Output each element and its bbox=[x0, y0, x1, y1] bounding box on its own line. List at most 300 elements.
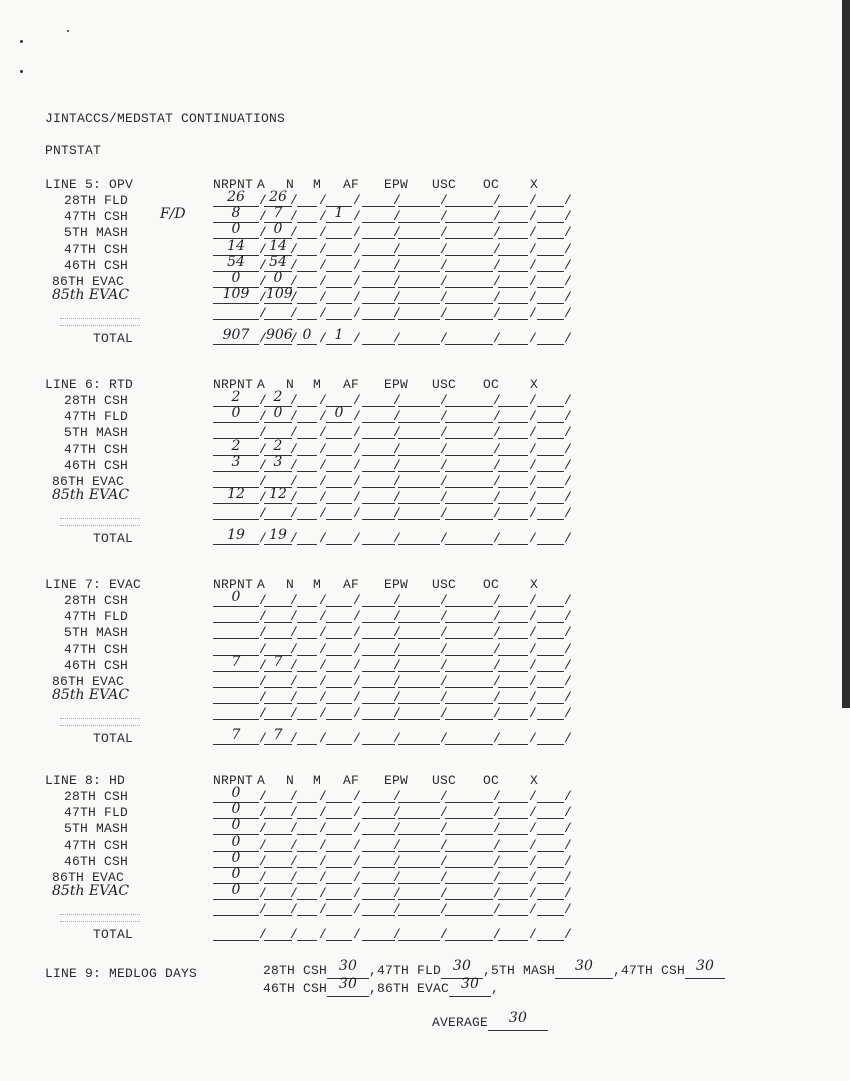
fill-blank bbox=[264, 671, 292, 672]
unit-name: 86TH EVAC bbox=[52, 474, 125, 489]
fill-blank bbox=[326, 802, 352, 803]
fill-blank bbox=[398, 503, 440, 504]
handwritten-value: 2 bbox=[231, 389, 241, 405]
slash-separator: / bbox=[353, 837, 362, 853]
average-value: 30 bbox=[508, 1010, 528, 1026]
fill-blank bbox=[362, 544, 395, 545]
fill-blank bbox=[498, 422, 528, 423]
fill-blank bbox=[445, 834, 493, 835]
slash-separator: / bbox=[259, 837, 268, 853]
slash-separator: / bbox=[564, 274, 573, 289]
fill-blank bbox=[362, 255, 395, 256]
slash-separator: / bbox=[259, 593, 268, 608]
fill-blank bbox=[297, 422, 317, 423]
slash-separator: / bbox=[529, 409, 538, 425]
fill-blank bbox=[498, 255, 528, 256]
fill-blank bbox=[398, 655, 440, 656]
slash-separator: / bbox=[564, 457, 573, 473]
fill-blank bbox=[498, 519, 528, 520]
fill-blank bbox=[213, 319, 259, 320]
unit-name: 47TH FLD bbox=[64, 409, 129, 425]
slash-separator: / bbox=[259, 625, 268, 641]
fill-blank bbox=[264, 503, 292, 504]
fill-blank bbox=[537, 303, 564, 304]
handwritten-unit: 85th EVAC bbox=[52, 287, 130, 304]
slash-separator: / bbox=[529, 474, 538, 489]
fill-blank bbox=[445, 503, 493, 504]
unit-name: 5TH MASH bbox=[64, 625, 129, 641]
medlog-unit: ,47TH FLD bbox=[369, 963, 442, 978]
unit-name: 47TH CSH bbox=[64, 241, 129, 257]
column-header: OC bbox=[483, 177, 500, 192]
fill-blank bbox=[297, 622, 317, 623]
slash-separator: / bbox=[493, 593, 502, 608]
slash-separator: / bbox=[564, 193, 573, 208]
fill-blank bbox=[537, 719, 564, 720]
slash-separator: / bbox=[440, 690, 449, 706]
fill-blank bbox=[326, 834, 352, 835]
fill-blank bbox=[264, 883, 292, 884]
slash-separator: / bbox=[493, 609, 502, 625]
unit-name: 5TH MASH bbox=[64, 425, 129, 441]
slash-separator: / bbox=[290, 506, 299, 522]
table-row bbox=[0, 205, 850, 225]
fill-blank bbox=[297, 455, 317, 456]
handwritten-value: 54 bbox=[269, 253, 287, 270]
fill-blank bbox=[362, 638, 395, 639]
handwritten-unit: 85th EVAC bbox=[52, 687, 130, 704]
fill-blank bbox=[445, 455, 493, 456]
slash-separator: / bbox=[319, 886, 328, 902]
medlog-blank bbox=[685, 958, 725, 979]
slash-separator: / bbox=[353, 674, 362, 689]
slash-separator: / bbox=[259, 490, 268, 506]
medlog-unit: ,5TH MASH bbox=[483, 963, 556, 978]
section-label: LINE 6: RTD bbox=[45, 377, 134, 392]
slash-separator: / bbox=[493, 837, 502, 853]
column-header: EPW bbox=[384, 177, 409, 192]
slash-separator: / bbox=[493, 409, 502, 425]
slash-separator: / bbox=[393, 657, 402, 673]
fill-blank bbox=[398, 406, 440, 407]
fill-blank bbox=[362, 719, 395, 720]
blank-unit-line bbox=[60, 914, 140, 915]
slash-separator: / bbox=[353, 593, 362, 608]
fill-blank bbox=[498, 238, 528, 239]
fill-blank bbox=[362, 206, 395, 207]
slash-separator: / bbox=[440, 425, 449, 441]
fill-blank bbox=[445, 222, 493, 223]
slash-separator: / bbox=[393, 837, 402, 853]
unit-name: 46TH CSH bbox=[64, 853, 129, 869]
fill-blank bbox=[362, 303, 395, 304]
slash-separator: / bbox=[290, 490, 299, 506]
slash-separator: / bbox=[440, 609, 449, 625]
fill-blank bbox=[213, 638, 259, 639]
handwritten-value: 12 bbox=[269, 486, 287, 503]
fill-blank bbox=[326, 655, 352, 656]
slash-separator: / bbox=[440, 789, 449, 804]
fill-blank bbox=[537, 503, 564, 504]
slash-separator: / bbox=[529, 593, 538, 608]
slash-separator: / bbox=[353, 193, 362, 208]
slash-separator: / bbox=[564, 474, 573, 489]
slash-separator: / bbox=[290, 706, 299, 722]
medlog-trailing-comma: , bbox=[491, 981, 500, 996]
slash-separator: / bbox=[259, 805, 268, 821]
table-row bbox=[0, 405, 850, 425]
slash-separator: / bbox=[493, 274, 502, 289]
fill-blank bbox=[362, 271, 395, 272]
fill-blank bbox=[213, 303, 259, 304]
slash-separator: / bbox=[290, 690, 299, 706]
slash-separator: / bbox=[393, 225, 402, 241]
fill-blank bbox=[498, 406, 528, 407]
slash-separator: / bbox=[393, 902, 402, 918]
total-value: 19 bbox=[227, 526, 245, 543]
fill-blank bbox=[362, 818, 395, 819]
slash-separator: / bbox=[259, 609, 268, 625]
slash-separator: / bbox=[393, 805, 402, 821]
table-row bbox=[0, 817, 850, 837]
handwritten-value: 0 bbox=[231, 589, 241, 605]
slash-separator: / bbox=[529, 209, 538, 225]
slash-separator: / bbox=[290, 530, 299, 546]
slash-separator: / bbox=[319, 730, 328, 746]
slash-separator: / bbox=[440, 837, 449, 853]
slash-separator: / bbox=[319, 530, 328, 546]
fill-blank bbox=[213, 940, 259, 941]
fill-blank bbox=[297, 655, 317, 656]
fill-blank bbox=[326, 851, 352, 852]
column-header: USC bbox=[432, 177, 457, 192]
fill-blank bbox=[445, 867, 493, 868]
slash-separator: / bbox=[353, 690, 362, 706]
slash-separator: / bbox=[529, 330, 538, 346]
fill-blank bbox=[297, 319, 317, 320]
slash-separator: / bbox=[393, 674, 402, 689]
column-header: AF bbox=[343, 577, 360, 592]
slash-separator: / bbox=[529, 441, 538, 457]
medlog-unit: ,86TH EVAC bbox=[369, 981, 450, 996]
slash-separator: / bbox=[319, 409, 328, 425]
fill-blank bbox=[362, 744, 395, 745]
slash-separator: / bbox=[529, 690, 538, 706]
total-value: 1 bbox=[334, 326, 344, 343]
table-row bbox=[0, 785, 850, 805]
fill-blank bbox=[498, 915, 528, 916]
slash-separator: / bbox=[259, 506, 268, 522]
slash-separator: / bbox=[319, 193, 328, 208]
slash-separator: / bbox=[393, 641, 402, 657]
fill-blank bbox=[498, 438, 528, 439]
slash-separator: / bbox=[440, 474, 449, 489]
fill-blank bbox=[326, 455, 352, 456]
fill-blank bbox=[213, 915, 259, 916]
medlog-unit: ,47TH CSH bbox=[613, 963, 686, 978]
total-label: TOTAL bbox=[93, 730, 134, 746]
fill-blank bbox=[362, 915, 395, 916]
column-header: N bbox=[286, 577, 295, 592]
slash-separator: / bbox=[440, 886, 449, 902]
slash-separator: / bbox=[440, 657, 449, 673]
slash-separator: / bbox=[529, 789, 538, 804]
slash-separator: / bbox=[393, 274, 402, 289]
slash-separator: / bbox=[493, 506, 502, 522]
slash-separator: / bbox=[393, 457, 402, 473]
fill-blank bbox=[498, 344, 528, 345]
fill-blank bbox=[398, 851, 440, 852]
slash-separator: / bbox=[393, 409, 402, 425]
slash-separator: / bbox=[319, 330, 328, 346]
handwritten-value: 0 bbox=[231, 882, 241, 899]
slash-separator: / bbox=[319, 274, 328, 289]
fill-blank bbox=[297, 818, 317, 819]
column-header: AF bbox=[343, 177, 360, 192]
average-label: AVERAGE bbox=[432, 1015, 489, 1030]
unit-name: 5TH MASH bbox=[64, 821, 129, 837]
slash-separator: / bbox=[493, 730, 502, 746]
fill-blank bbox=[264, 319, 292, 320]
fill-blank bbox=[297, 915, 317, 916]
fill-blank bbox=[445, 287, 493, 288]
slash-separator: / bbox=[259, 730, 268, 746]
handwritten-value: 0 bbox=[231, 866, 241, 882]
unit-name: 28TH CSH bbox=[64, 393, 129, 408]
fill-blank bbox=[213, 544, 259, 545]
fill-blank bbox=[498, 867, 528, 868]
page-title: JINTACCS/MEDSTAT CONTINUATIONS bbox=[45, 111, 286, 126]
slash-separator: / bbox=[564, 409, 573, 425]
slash-separator: / bbox=[440, 625, 449, 641]
slash-separator: / bbox=[290, 441, 299, 457]
slash-separator: / bbox=[440, 490, 449, 506]
slash-separator: / bbox=[440, 241, 449, 257]
fill-blank bbox=[297, 719, 317, 720]
fill-blank bbox=[498, 834, 528, 835]
handwritten-value: 0 bbox=[273, 405, 283, 422]
fill-blank bbox=[398, 519, 440, 520]
slash-separator: / bbox=[290, 902, 299, 918]
handwritten-value: 7 bbox=[273, 653, 283, 670]
slash-separator: / bbox=[529, 193, 538, 208]
fill-blank bbox=[498, 487, 528, 488]
slash-separator: / bbox=[440, 805, 449, 821]
slash-separator: / bbox=[259, 902, 268, 918]
fill-blank bbox=[326, 471, 352, 472]
slash-separator: / bbox=[529, 730, 538, 746]
fill-blank bbox=[297, 883, 317, 884]
fill-blank bbox=[537, 222, 564, 223]
slash-separator: / bbox=[393, 330, 402, 346]
slash-separator: / bbox=[353, 853, 362, 869]
slash-separator: / bbox=[353, 409, 362, 425]
slash-separator: / bbox=[493, 821, 502, 837]
fill-blank bbox=[326, 867, 352, 868]
column-header: M bbox=[313, 577, 322, 592]
fill-blank bbox=[362, 319, 395, 320]
fill-blank bbox=[445, 655, 493, 656]
handwritten-value: 109 bbox=[222, 286, 250, 303]
fill-blank bbox=[498, 222, 528, 223]
fill-blank bbox=[537, 487, 564, 488]
table-row bbox=[0, 221, 850, 241]
fill-blank bbox=[264, 899, 292, 900]
fill-blank bbox=[537, 851, 564, 852]
total-row bbox=[0, 326, 850, 347]
table-row bbox=[0, 306, 850, 322]
handwritten-value: 14 bbox=[269, 237, 287, 254]
slash-separator: / bbox=[440, 821, 449, 837]
slash-separator: / bbox=[259, 674, 268, 689]
fill-blank bbox=[264, 471, 292, 472]
slash-separator: / bbox=[493, 805, 502, 821]
table-row bbox=[0, 506, 850, 522]
unit-name: 47TH CSH bbox=[64, 837, 129, 853]
fill-blank bbox=[537, 471, 564, 472]
fill-blank bbox=[297, 519, 317, 520]
slash-separator: / bbox=[259, 241, 268, 257]
blank-unit-line bbox=[60, 718, 140, 719]
fill-blank bbox=[326, 744, 352, 745]
fill-blank bbox=[362, 519, 395, 520]
slash-separator: / bbox=[493, 330, 502, 346]
slash-separator: / bbox=[290, 274, 299, 289]
average-blank bbox=[488, 1010, 548, 1031]
fill-blank bbox=[398, 438, 440, 439]
fill-blank bbox=[398, 883, 440, 884]
slash-separator: / bbox=[290, 926, 299, 942]
fill-blank bbox=[398, 238, 440, 239]
fill-blank bbox=[326, 671, 352, 672]
slash-separator: / bbox=[564, 730, 573, 746]
slash-separator: / bbox=[319, 674, 328, 689]
slash-separator: / bbox=[319, 641, 328, 657]
slash-separator: / bbox=[259, 425, 268, 441]
slash-separator: / bbox=[493, 641, 502, 657]
fill-blank bbox=[398, 719, 440, 720]
slash-separator: / bbox=[529, 926, 538, 942]
fill-blank bbox=[398, 622, 440, 623]
fill-blank bbox=[362, 867, 395, 868]
column-header: N bbox=[286, 177, 295, 192]
fill-blank bbox=[326, 622, 352, 623]
slash-separator: / bbox=[319, 625, 328, 641]
handwritten-value: 7 bbox=[273, 205, 283, 222]
fill-blank bbox=[398, 344, 440, 345]
table-row bbox=[0, 653, 850, 674]
fill-blank bbox=[297, 802, 317, 803]
slash-separator: / bbox=[393, 474, 402, 489]
slash-separator: / bbox=[393, 821, 402, 837]
slash-separator: / bbox=[493, 225, 502, 241]
slash-separator: / bbox=[353, 290, 362, 306]
slash-separator: / bbox=[529, 853, 538, 869]
unit-name: 5TH MASH bbox=[64, 225, 129, 241]
slash-separator: / bbox=[440, 641, 449, 657]
fill-blank bbox=[213, 503, 259, 504]
fill-blank bbox=[362, 622, 395, 623]
scan-speck bbox=[20, 70, 23, 73]
column-header: OC bbox=[483, 577, 500, 592]
handwritten-unit: 85th EVAC bbox=[52, 883, 130, 900]
slash-separator: / bbox=[493, 290, 502, 306]
fill-blank bbox=[445, 206, 493, 207]
column-header: NRPNT bbox=[213, 773, 254, 788]
unit-name: 47TH FLD bbox=[64, 609, 129, 625]
column-header: M bbox=[313, 177, 322, 192]
slash-separator: / bbox=[290, 393, 299, 408]
total-label: TOTAL bbox=[93, 330, 134, 346]
slash-separator: / bbox=[564, 306, 573, 322]
fill-blank bbox=[362, 655, 395, 656]
fill-blank bbox=[297, 238, 317, 239]
slash-separator: / bbox=[290, 457, 299, 473]
handwritten-value: 2 bbox=[273, 437, 283, 454]
slash-separator: / bbox=[564, 690, 573, 706]
handwritten-value: 0 bbox=[231, 849, 241, 866]
slash-separator: / bbox=[259, 690, 268, 706]
slash-separator: / bbox=[493, 490, 502, 506]
handwritten-value: 26 bbox=[227, 189, 245, 205]
unit-name: 28TH CSH bbox=[64, 789, 129, 804]
fill-blank bbox=[537, 238, 564, 239]
slash-separator: / bbox=[529, 274, 538, 289]
slash-separator: / bbox=[290, 330, 299, 346]
fill-blank bbox=[537, 544, 564, 545]
fill-blank bbox=[213, 422, 259, 423]
slash-separator: / bbox=[564, 926, 573, 942]
fill-blank bbox=[537, 802, 564, 803]
slash-separator: / bbox=[259, 870, 268, 885]
fill-blank bbox=[498, 606, 528, 607]
table-row bbox=[0, 286, 850, 306]
column-header: A bbox=[257, 377, 266, 392]
handwritten-value: 12 bbox=[227, 486, 245, 503]
medlog-value: 30 bbox=[574, 958, 594, 974]
slash-separator: / bbox=[319, 290, 328, 306]
fill-blank bbox=[264, 422, 292, 423]
table-row bbox=[0, 801, 850, 821]
slash-separator: / bbox=[529, 902, 538, 918]
slash-separator: / bbox=[564, 789, 573, 804]
fill-blank bbox=[537, 671, 564, 672]
handwritten-value: 26 bbox=[269, 189, 287, 205]
unit-name: 86TH EVAC bbox=[52, 274, 125, 289]
total-value: 907 bbox=[222, 326, 250, 343]
fill-blank bbox=[498, 655, 528, 656]
fill-blank bbox=[326, 438, 352, 439]
fill-blank bbox=[326, 544, 352, 545]
slash-separator: / bbox=[440, 926, 449, 942]
fill-blank bbox=[398, 544, 440, 545]
fill-blank bbox=[297, 271, 317, 272]
slash-separator: / bbox=[290, 805, 299, 821]
fill-blank bbox=[537, 406, 564, 407]
fill-blank bbox=[264, 719, 292, 720]
slash-separator: / bbox=[353, 821, 362, 837]
slash-separator: / bbox=[259, 257, 268, 273]
slash-separator: / bbox=[393, 306, 402, 322]
handwritten-value: 7 bbox=[231, 653, 241, 670]
table-row bbox=[0, 389, 850, 409]
slash-separator: / bbox=[319, 457, 328, 473]
slash-separator: / bbox=[259, 290, 268, 306]
fill-blank bbox=[264, 940, 292, 941]
handwritten-value: 3 bbox=[273, 453, 283, 470]
fill-blank bbox=[326, 271, 352, 272]
blank-unit-line bbox=[60, 518, 140, 519]
